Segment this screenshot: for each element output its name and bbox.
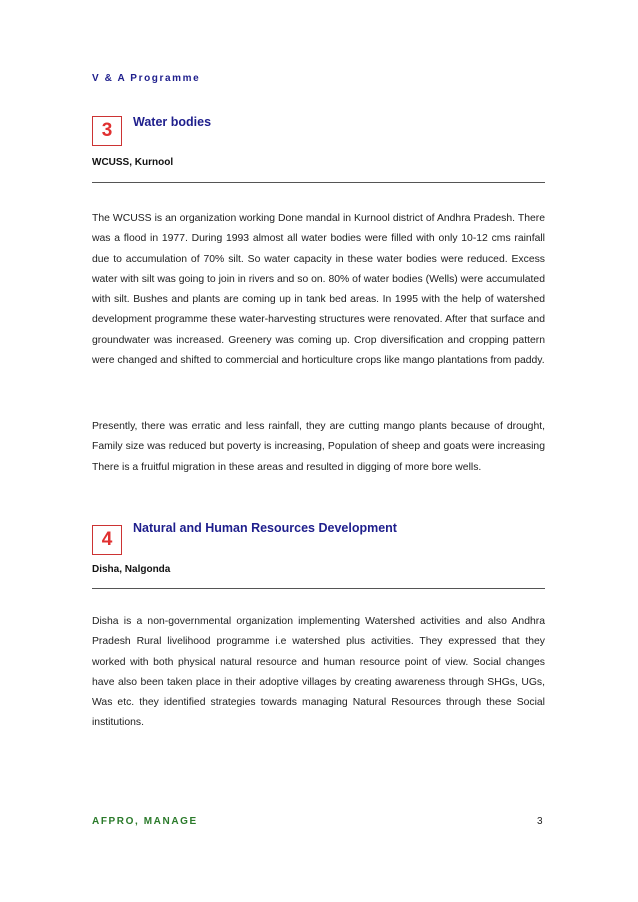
section-title: Water bodies [133,115,212,129]
section-number-badge: 3 [92,116,122,146]
section-organization: WCUSS, Kurnool [92,157,174,168]
page-number: 3 [537,816,543,827]
section-number-badge: 4 [92,525,122,555]
section-water-bodies [92,110,545,190]
section-natural-human-resources [92,518,545,598]
paragraph: Disha is a non-governmental organization implementing Watershed activities and also Andhra Pradesh Rural livelihood programme i.e watershed plus activities. They expressed that they worked with both physical natural resource and human resource point of view. Social changes have also been taken place in their adoptive villages by creating awareness through SHGs, UGs, Was etc. they identified strategies towards managing Natural Resources through these Social institutions. [92,616,545,729]
paragraph: Presently, there was erratic and less rainfall, they are cutting mango plants because of drought, Family size was reduced but poverty is increasing, Population of sheep and goats were increasing There is a fruitful migration in these areas and resulted in digging of more bore wells. [92,421,545,473]
section-organization: Disha, Nalgonda [92,564,171,575]
section-title: Natural and Human Resources Development [133,521,397,535]
running-header: V & A Programme [92,73,201,84]
section-divider [92,588,545,589]
paragraph: The WCUSS is an organization working Done mandal in Kurnool district of Andhra Pradesh. There was a flood in 1977. During 1993 almost all water bodies were filled with only 10-12 cms rainfall due to accumulation of 70% silt. So water capacity in these water bodies were reduced. Excess water with silt was going to join in rivers and so on. 80% of water bodies (Wells) were accumulated with silt. Bushes and plants are coming up in tank bed areas. In 1995 with the help of watershed development programme these water-harvesting structures were renovated. After that surface and groundwater was increased. Greenery was coming up. Crop diversification and cropping pattern were changed and shifted to commercial and horticulture crops like mango plantations from paddy. [92,213,545,367]
footer-organization: AFPRO, MANAGE [92,816,198,827]
section-divider [92,182,545,183]
